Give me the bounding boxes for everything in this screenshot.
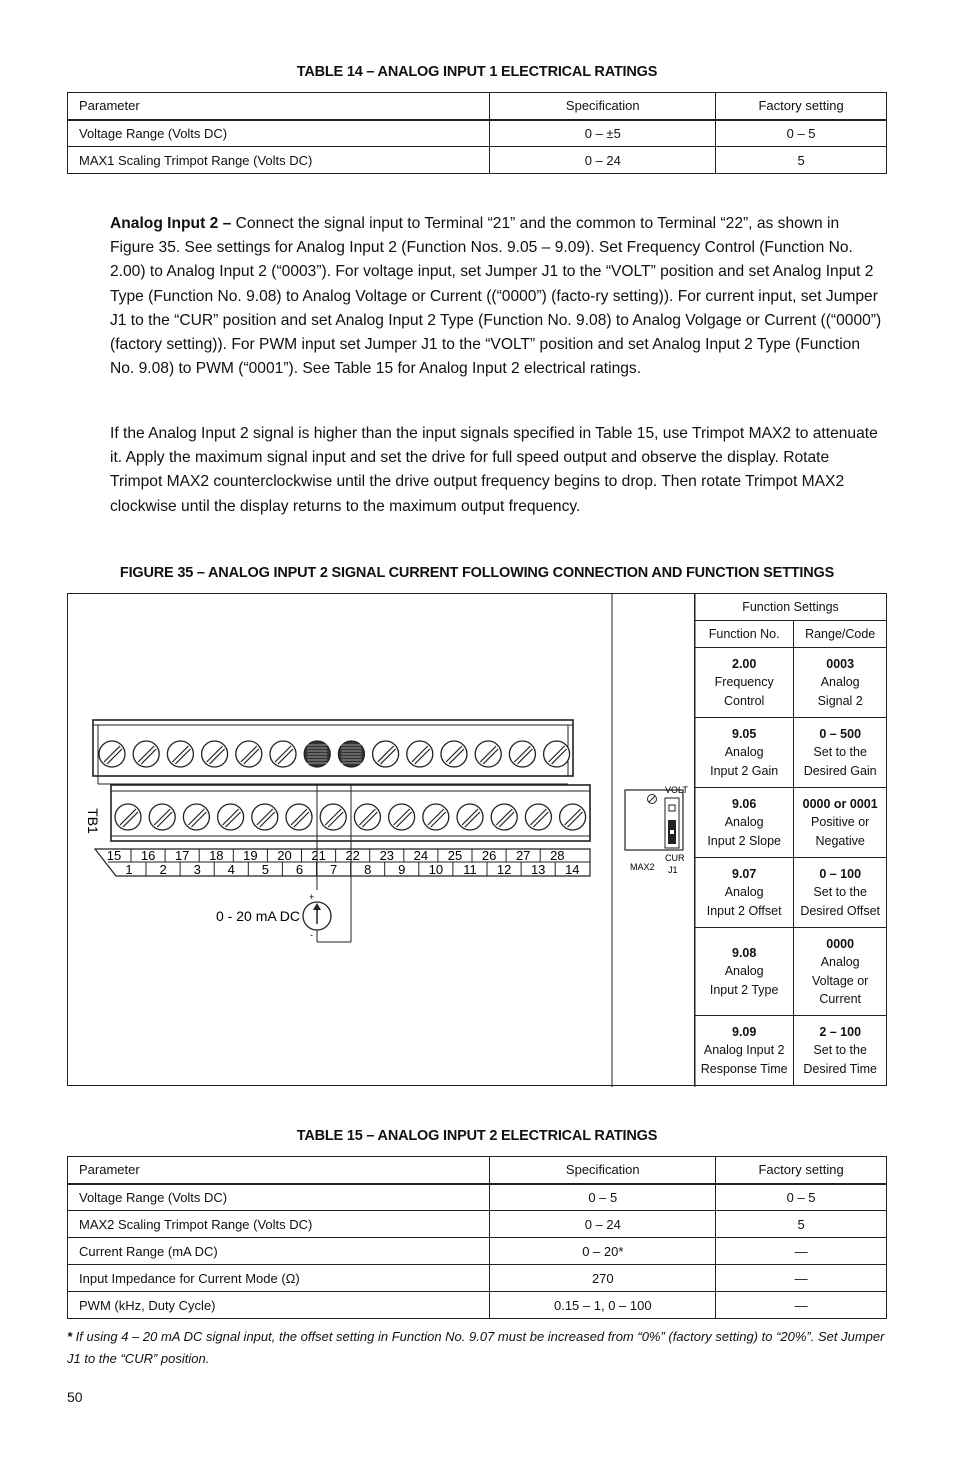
table-cell: 0 – 24 — [490, 147, 716, 174]
function-name-line: Analog — [724, 815, 764, 830]
range-description-line: Voltage or — [812, 973, 869, 988]
range-description-line: Set to the — [813, 1043, 867, 1058]
terminal-label-top: 23 — [379, 848, 395, 863]
terminal-screw-icon — [183, 804, 209, 830]
range-description-line: Signal 2 — [817, 693, 863, 708]
table-cell: MAX2 Scaling Trimpot Range (Volts DC) — [68, 1211, 490, 1238]
settings-header-cell: Range/Code — [794, 621, 887, 648]
table-cell: — — [716, 1292, 887, 1319]
table-cell: 0 – ±5 — [490, 120, 716, 147]
terminal-screw-icon — [286, 804, 312, 830]
terminal-label-bottom: 9 — [398, 862, 406, 877]
function-name-line: Input 2 Type — [709, 982, 779, 997]
range-code-cell — [794, 928, 887, 1016]
table14-caption: TABLE 14 – ANALOG INPUT 1 ELECTRICAL RATINGS — [296, 64, 658, 80]
function-number-cell — [695, 648, 794, 718]
settings-row — [695, 1016, 887, 1086]
table-cell: — — [716, 1265, 887, 1292]
terminal-label-bottom: 13 — [530, 862, 546, 877]
tb1-label: TB1 — [85, 808, 101, 834]
terminal-screw-icon — [218, 804, 244, 830]
terminal-screw-icon — [115, 804, 141, 830]
table-cell: 0 – 20* — [490, 1238, 716, 1265]
connected-screw-icon — [338, 741, 364, 767]
terminal-label-top: 22 — [345, 848, 360, 863]
header-cell: Specification — [490, 1157, 716, 1184]
terminal-label-bottom: 8 — [364, 862, 372, 877]
header-cell: Parameter — [68, 93, 490, 120]
table-header-row — [68, 1157, 887, 1184]
function-settings-table — [694, 593, 887, 1086]
settings-title: Function Settings — [695, 594, 887, 621]
header-cell: Parameter — [68, 1157, 490, 1184]
max2-label: MAX2 — [630, 862, 655, 872]
table15 — [67, 1156, 887, 1319]
range-code: 0000 — [826, 936, 855, 951]
connected-screw-icon — [304, 741, 330, 767]
function-number: 9.07 — [732, 866, 757, 881]
terminal-label-top: 19 — [243, 848, 258, 863]
table-cell: 270 — [490, 1265, 716, 1292]
paragraph-lead: Analog Input 2 – — [110, 215, 232, 232]
terminal-label-top: 27 — [515, 848, 531, 863]
footnote-text: If using 4 – 20 mA DC signal input, the offset setting in Function No. 9.07 must be increased from “0%” (factory setting) to “20%”. Set Jumper J1 to the “CUR” position. — [67, 1329, 885, 1366]
terminal-label-top: 15 — [106, 848, 122, 863]
terminal-label-bottom: 5 — [261, 862, 270, 877]
terminal-screw-icon — [202, 741, 228, 767]
header-cell: Factory setting — [716, 1157, 887, 1184]
terminal-screw-icon — [441, 741, 467, 767]
plus-label: + — [309, 892, 315, 902]
table-cell: 5 — [716, 147, 887, 174]
header-cell: Factory setting — [716, 93, 887, 120]
terminal-label-bottom: 3 — [193, 862, 201, 877]
function-number: 9.06 — [732, 796, 757, 811]
cur-label: CUR — [665, 853, 685, 863]
range-description-line: Negative — [815, 833, 865, 848]
terminal-screw-icon — [407, 741, 433, 767]
terminal-label-bottom: 4 — [227, 862, 235, 877]
terminal-screw-icon — [236, 741, 262, 767]
function-number-cell — [695, 718, 794, 788]
table-cell: PWM (kHz, Duty Cycle) — [68, 1292, 490, 1319]
analog-input2-paragraph — [110, 212, 885, 381]
range-description-line: Current — [819, 992, 862, 1006]
settings-row — [695, 788, 887, 858]
function-number: 9.05 — [732, 726, 757, 741]
range-description-line: Set to the — [813, 745, 867, 760]
table-row — [68, 147, 887, 174]
range-code-cell — [794, 858, 887, 928]
function-name-line: Control — [724, 693, 765, 708]
terminal-screw-icon — [133, 741, 159, 767]
function-name-line: Analog — [724, 885, 764, 900]
settings-row — [695, 928, 887, 1016]
table-cell: 5 — [716, 1211, 887, 1238]
terminal-label-bottom: 7 — [329, 862, 338, 877]
table-cell: MAX1 Scaling Trimpot Range (Volts DC) — [68, 147, 490, 174]
function-name-line: Analog — [724, 964, 764, 979]
function-name-line: Input 2 Offset — [706, 903, 782, 918]
range-code: 2 – 100 — [819, 1024, 862, 1039]
table-cell: 0 – 5 — [490, 1184, 716, 1211]
table14 — [67, 92, 887, 174]
terminal-label-top: 25 — [447, 848, 463, 863]
table-row — [68, 120, 887, 147]
header-cell: Specification — [490, 93, 716, 120]
range-description-line: Analog — [820, 675, 860, 690]
settings-title-row — [695, 594, 887, 621]
table-cell: 0.15 – 1, 0 – 100 — [490, 1292, 716, 1319]
terminal-screw-icon — [525, 804, 551, 830]
terminal-screw-icon — [509, 741, 535, 767]
settings-row — [695, 858, 887, 928]
terminal-label-bottom: 11 — [463, 862, 477, 877]
terminal-label-bottom: 12 — [496, 862, 512, 877]
range-description-line: Analog — [820, 955, 860, 969]
j1-label: J1 — [668, 865, 678, 875]
terminal-screw-icon — [544, 741, 570, 767]
terminal-screw-icon — [373, 741, 399, 767]
range-code-cell — [794, 648, 887, 718]
terminal-screw-icon — [149, 804, 175, 830]
table-row — [68, 1211, 887, 1238]
function-number: 9.09 — [732, 1024, 757, 1039]
function-name-line: Input 2 Slope — [707, 833, 781, 848]
range-code: 0 – 500 — [819, 726, 862, 741]
table15-caption: TABLE 15 – ANALOG INPUT 2 ELECTRICAL RATINGS — [296, 1128, 658, 1144]
range-code: 0000 or 0001 — [802, 796, 878, 811]
terminal-screw-icon — [475, 741, 501, 767]
function-number-cell — [695, 788, 794, 858]
table-row — [68, 1265, 887, 1292]
terminal-label-top: 17 — [174, 848, 190, 863]
terminal-screw-icon — [423, 804, 449, 830]
terminal-label-bottom: 1 — [125, 862, 133, 877]
terminal-label-bottom: 2 — [159, 862, 167, 877]
function-name-line: Frequency — [714, 675, 774, 690]
table-row — [68, 1238, 887, 1265]
upper-terminal-block — [93, 720, 573, 776]
terminal-label-top: 18 — [209, 848, 224, 863]
trimpot-paragraph: If the Analog Input 2 signal is higher than the input signals specified in Table 15, use Trimpot MAX2 to attenuate it. Apply the maximum signal input and set the drive for full speed output and observe the display. Rotate Trimpot MAX2 counterclockwise until the drive output frequency begins to drop. Then rotate Trimpot MAX2 clockwise until the display returns to the maximum output frequency. — [110, 425, 878, 515]
function-name-line: Input 2 Gain — [710, 763, 779, 778]
footnote-mark: * — [67, 1329, 73, 1344]
paragraph-text: Connect the signal input to Terminal “21” and the common to Terminal “22”, as shown in Figure 35. See settings for Analog Input 2 (Function Nos. 9.05 – 9.09). Set Frequency Control (Function No. 2.00) to Analog Input 2 (“0003”). For voltage input, set Jumper J1 to the “VOLT” position and set Analog Input 2 Type (Function No. 9.08) to Analog Voltage or Current ((“0000”) (facto-ry setting)). For current input, set Jumper J1 to the “CUR” position and set Analog Input 2 Type (Function No. 9.08) to Analog Volgage or Current ((“0000”) (factory setting)). For PWM input set Jumper J1 to the “VOLT” position and set Analog Input 2 Type (Function No. 9.08) to PWM (“0001”). See Table 15 for Analog Input 2 electrical ratings. — [110, 215, 882, 378]
volt-label: VOLT — [665, 785, 688, 795]
page-number: 50 — [67, 1389, 83, 1405]
terminal-screw-icon — [270, 741, 296, 767]
function-name-line: Response Time — [700, 1061, 788, 1076]
table-header-row — [68, 93, 887, 120]
terminal-label-top: 16 — [140, 848, 156, 863]
terminal-label-bottom: 14 — [565, 862, 580, 877]
range-description-line: Desired Offset — [800, 903, 880, 918]
table-cell: Voltage Range (Volts DC) — [68, 120, 490, 147]
table-cell: Input Impedance for Current Mode (Ω) — [68, 1265, 490, 1292]
range-description-line: Set to the — [813, 885, 867, 900]
table-cell: 0 – 5 — [716, 120, 887, 147]
minus-label: - — [310, 930, 313, 940]
terminal-label-top: 28 — [550, 848, 565, 863]
function-name-line: Analog — [724, 745, 764, 760]
terminal-screw-icon — [491, 804, 517, 830]
terminal-screw-icon — [99, 741, 125, 767]
terminal-screw-icon — [320, 804, 346, 830]
terminal-label-top: 21 — [311, 848, 326, 863]
table-cell: 0 – 5 — [716, 1184, 887, 1211]
terminal-screw-icon — [560, 804, 586, 830]
function-number-cell — [695, 858, 794, 928]
range-code-cell — [794, 718, 887, 788]
source-label: 0 - 20 mA DC — [216, 908, 301, 924]
range-code-cell — [794, 788, 887, 858]
terminal-screw-icon — [389, 804, 415, 830]
figure35-caption: FIGURE 35 – ANALOG INPUT 2 SIGNAL CURRENT FOLLOWING CONNECTION AND FUNCTION SETTINGS — [119, 565, 835, 581]
settings-row — [695, 718, 887, 788]
range-description-line: Positive or — [810, 815, 870, 830]
settings-header-cell: Function No. — [695, 621, 794, 648]
terminal-label-top: 20 — [277, 848, 292, 863]
terminal-label-top: 26 — [481, 848, 497, 863]
terminal-label-top: 24 — [413, 848, 429, 863]
footnote — [67, 1326, 887, 1370]
range-description-line: Desired Gain — [803, 763, 877, 778]
function-number-cell — [695, 1016, 794, 1086]
range-code-cell — [794, 1016, 887, 1086]
function-name-line: Analog Input 2 — [703, 1043, 785, 1058]
terminal-screw-icon — [167, 741, 193, 767]
terminal-label-bottom: 6 — [295, 862, 304, 877]
table-cell: Voltage Range (Volts DC) — [68, 1184, 490, 1211]
table-row — [68, 1292, 887, 1319]
range-code: 0003 — [826, 656, 855, 671]
function-number: 9.08 — [732, 945, 757, 960]
table-cell: 0 – 24 — [490, 1211, 716, 1238]
settings-header-row — [695, 621, 887, 648]
range-code: 0 – 100 — [819, 866, 862, 881]
function-number: 2.00 — [732, 656, 757, 671]
table-cell: Current Range (mA DC) — [68, 1238, 490, 1265]
terminal-screw-icon — [252, 804, 278, 830]
function-number-cell — [695, 928, 794, 1016]
terminal-label-bottom: 10 — [428, 862, 444, 877]
terminal-screw-icon — [354, 804, 380, 830]
terminal-screw-icon — [457, 804, 483, 830]
range-description-line: Desired Time — [803, 1061, 877, 1076]
settings-row — [695, 648, 887, 718]
table-cell: — — [716, 1238, 887, 1265]
table-row — [68, 1184, 887, 1211]
